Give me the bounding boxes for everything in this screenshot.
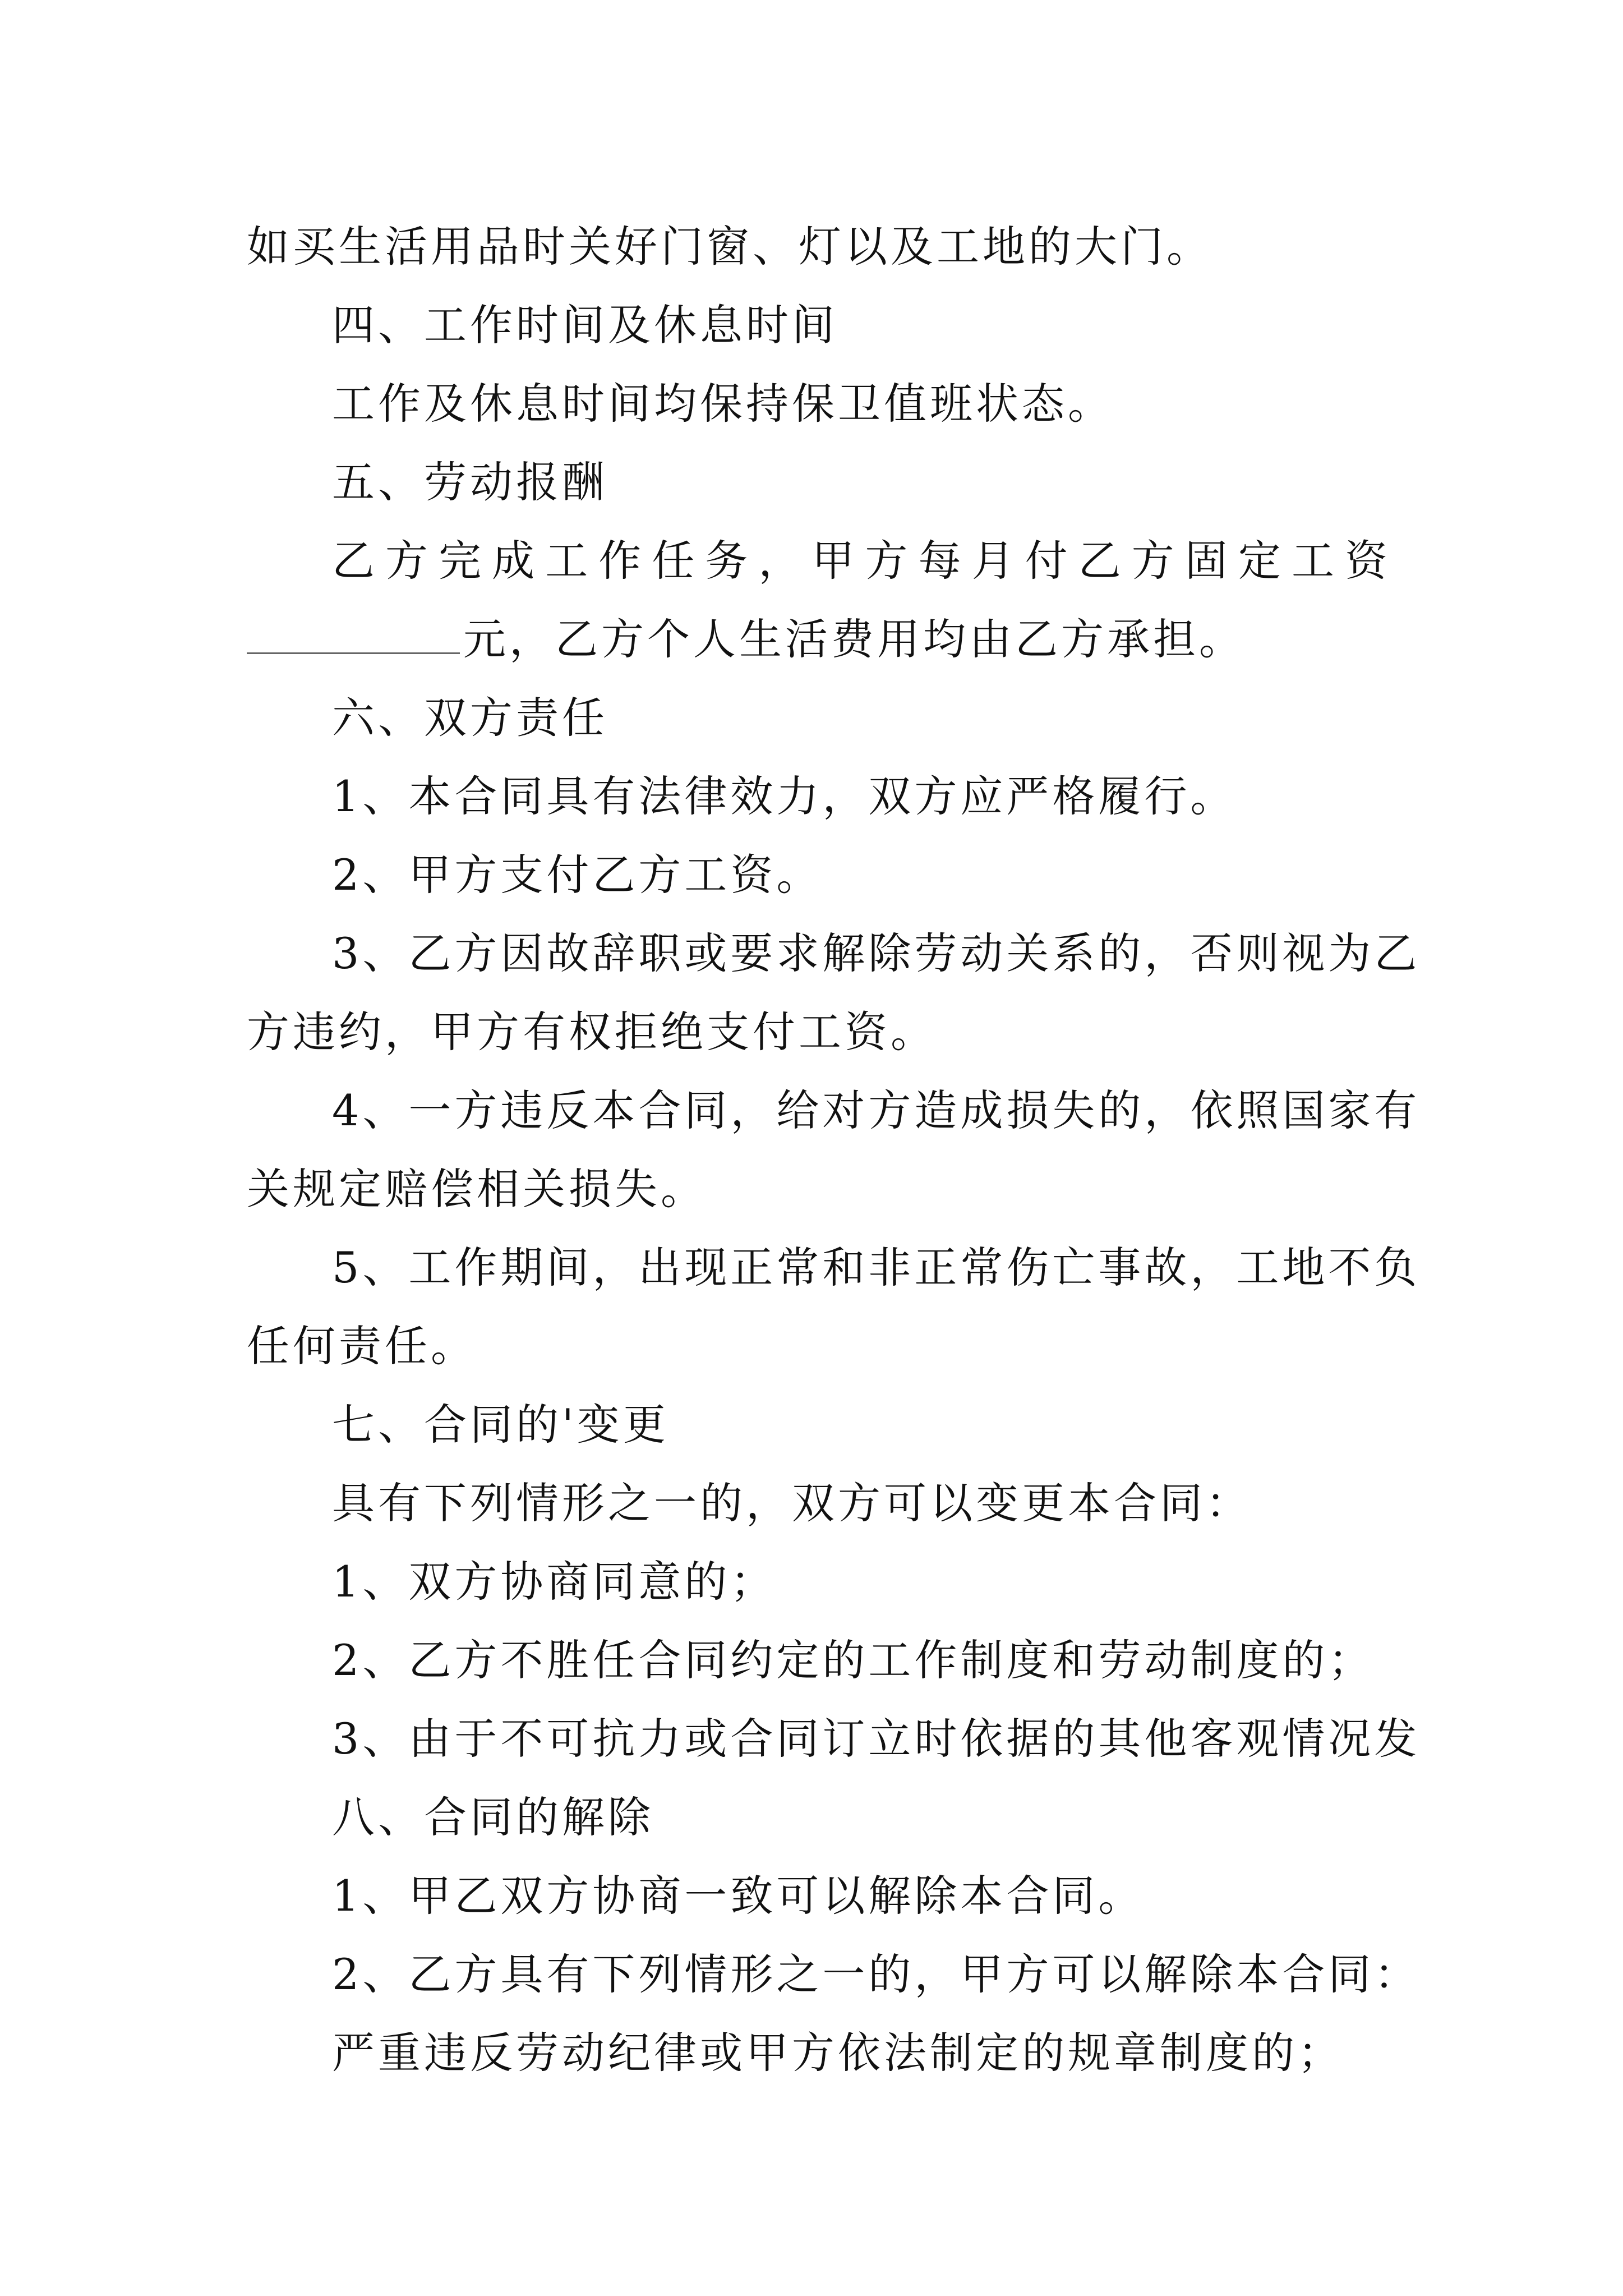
section-heading-contract-change: 七、合同的'变更 [332,1400,669,1450]
paragraph-line: 具有下列情形之一的，双方可以变更本合同： [332,1478,1252,1528]
list-item-continuation: 关规定赔偿相关损失。 [247,1164,707,1214]
list-item: 2、乙方不胜任合同约定的工作制度和劳动制度的； [332,1635,1375,1685]
section-heading-responsibilities: 六、双方责任 [332,693,608,743]
document-body [247,208,1421,2092]
salary-line-text: 元，乙方个人生活费用均由乙方承担。 [463,614,1245,664]
list-item: 2、甲方支付乙方工资。 [332,850,823,900]
list-item-continuation: 任何责任。 [247,1321,477,1371]
salary-line [247,600,1391,679]
list-item: 5、工作期间，出现正常和非正常伤亡事故，工地不负 [332,1243,1421,1292]
list-item: 1、双方协商同意的； [332,1557,777,1607]
section-heading-contract-termination: 八、合同的解除 [332,1792,654,1842]
paragraph-line: 工作及休息时间均保持保卫值班状态。 [332,379,1114,429]
paragraph-line: 乙方完成工作任务，甲方每月付乙方固定工资 [332,536,1391,586]
salary-blank-field [247,630,460,654]
list-item: 2、乙方具有下列情形之一的，甲方可以解除本合同： [332,1949,1421,1999]
section-heading-work-hours: 四、工作时间及休息时间 [332,300,838,350]
list-item: 1、甲乙双方协商一致可以解除本合同。 [332,1871,1145,1921]
section-heading-remuneration: 五、劳动报酬 [332,457,608,507]
paragraph-line: 如买生活用品时关好门窗、灯以及工地的大门。 [247,222,1212,272]
list-item-continuation: 方违约，甲方有权拒绝支付工资。 [247,1007,937,1057]
list-item: 3、由于不可抗力或合同订立时依据的其他客观情况发 [332,1714,1421,1764]
list-item: 3、乙方因故辞职或要求解除劳动关系的，否则视为乙 [332,928,1421,978]
list-item: 4、一方违反本合同，给对方造成损失的，依照国家有 [332,1085,1421,1135]
list-item: 1、本合同具有法律效力，双方应严格履行。 [332,771,1237,821]
paragraph-line: 严重违反劳动纪律或甲方依法制定的规章制度的； [332,2028,1344,2078]
